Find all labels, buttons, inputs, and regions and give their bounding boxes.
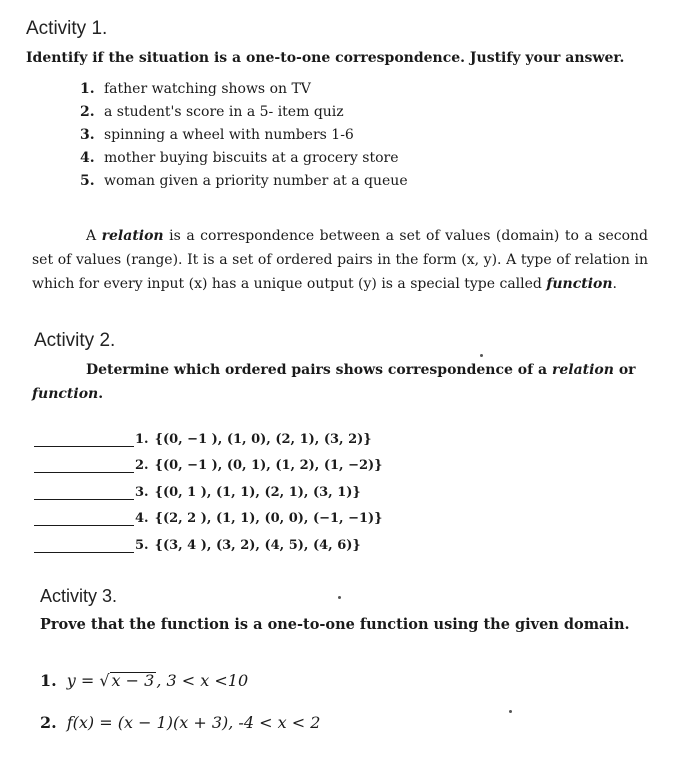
term-function: function xyxy=(546,276,613,292)
list-item: 4. {(2, 2 ), (1, 1), (0, 0), (−1, −1)} xyxy=(34,500,383,527)
list-item-text: father watching shows on TV xyxy=(104,81,311,97)
activity3-instruction: Prove that the function is a one-to-one function using the given domain. xyxy=(40,616,630,633)
equation-2: 2. f(x) = (x − 1)(x + 3), -4 < x < 2 xyxy=(40,713,321,732)
ordered-pairs: {(3, 4 ), (3, 2), (4, 5), (4, 6)} xyxy=(154,537,361,553)
ordered-pairs: {(0, −1 ), (0, 1), (1, 2), (1, −2)} xyxy=(154,458,383,473)
list-item: 1. {(0, −1 ), (1, 0), (2, 1), (3, 2)} xyxy=(34,420,383,447)
answer-blank[interactable] xyxy=(34,485,134,500)
ordered-pairs: {(0, −1 ), (1, 0), (2, 1), (3, 2)} xyxy=(154,431,372,447)
list-item-text: woman given a priority number at a queue xyxy=(104,173,408,189)
radicand: x − 3 xyxy=(111,671,155,690)
activity2-heading: Activity 2. xyxy=(34,330,116,351)
activity3-heading: Activity 3. xyxy=(40,586,118,606)
ordered-pairs: {(2, 2 ), (1, 1), (0, 0), (−1, −1)} xyxy=(154,511,383,526)
list-item: 5. {(3, 4 ), (3, 2), (4, 5), (4, 6)} xyxy=(34,526,383,553)
activity1-instruction: Identify if the situation is a one-to-one correspondence. Justify your answer. xyxy=(26,50,625,66)
activity1-list xyxy=(80,78,408,193)
term-relation: relation xyxy=(101,228,164,244)
activity1-heading: Activity 1. xyxy=(26,18,108,39)
list-item: 1. father watching shows on TV xyxy=(80,81,311,97)
list-item: 2. a student's score in a 5- item quiz xyxy=(80,104,344,120)
list-item: 4. mother buying biscuits at a grocery store xyxy=(80,150,399,166)
list-item: 5. woman given a priority number at a queue xyxy=(80,173,408,189)
list-item-text: a student's score in a 5- item quiz xyxy=(104,104,344,120)
sqrt-symbol: √ xyxy=(99,671,110,690)
ordered-pairs: {(0, 1 ), (1, 1), (2, 1), (3, 1)} xyxy=(154,484,361,500)
list-item: 2. {(0, −1 ), (0, 1), (1, 2), (1, −2)} xyxy=(34,447,383,474)
activity2-list xyxy=(34,420,383,553)
scan-speck xyxy=(509,710,512,713)
list-item: 3. spinning a wheel with numbers 1-6 xyxy=(80,127,354,143)
activity2-instruction: Determine which ordered pairs shows correspondence of a relation or function. xyxy=(32,362,636,402)
answer-blank[interactable] xyxy=(34,511,134,526)
list-item: 3. {(0, 1 ), (1, 1), (2, 1), (3, 1)} xyxy=(34,473,383,500)
answer-blank[interactable] xyxy=(34,458,134,473)
scan-speck xyxy=(338,596,341,599)
equation-1: 1. y = √ x − 3 , 3 < x <10 xyxy=(40,671,249,690)
scan-speck xyxy=(480,354,483,357)
answer-blank[interactable] xyxy=(34,432,134,447)
definition-paragraph: A relation is a correspondence between a set of values (domain) to a second set of values (range). It is a set of ordered pairs in the form (x, y). A type of relation in which for every input (x) has a unique output (y) is a special type called function. xyxy=(32,228,649,292)
list-item-text: mother buying biscuits at a grocery store xyxy=(104,150,399,166)
answer-blank[interactable] xyxy=(34,538,134,553)
list-item-text: spinning a wheel with numbers 1-6 xyxy=(104,127,354,143)
